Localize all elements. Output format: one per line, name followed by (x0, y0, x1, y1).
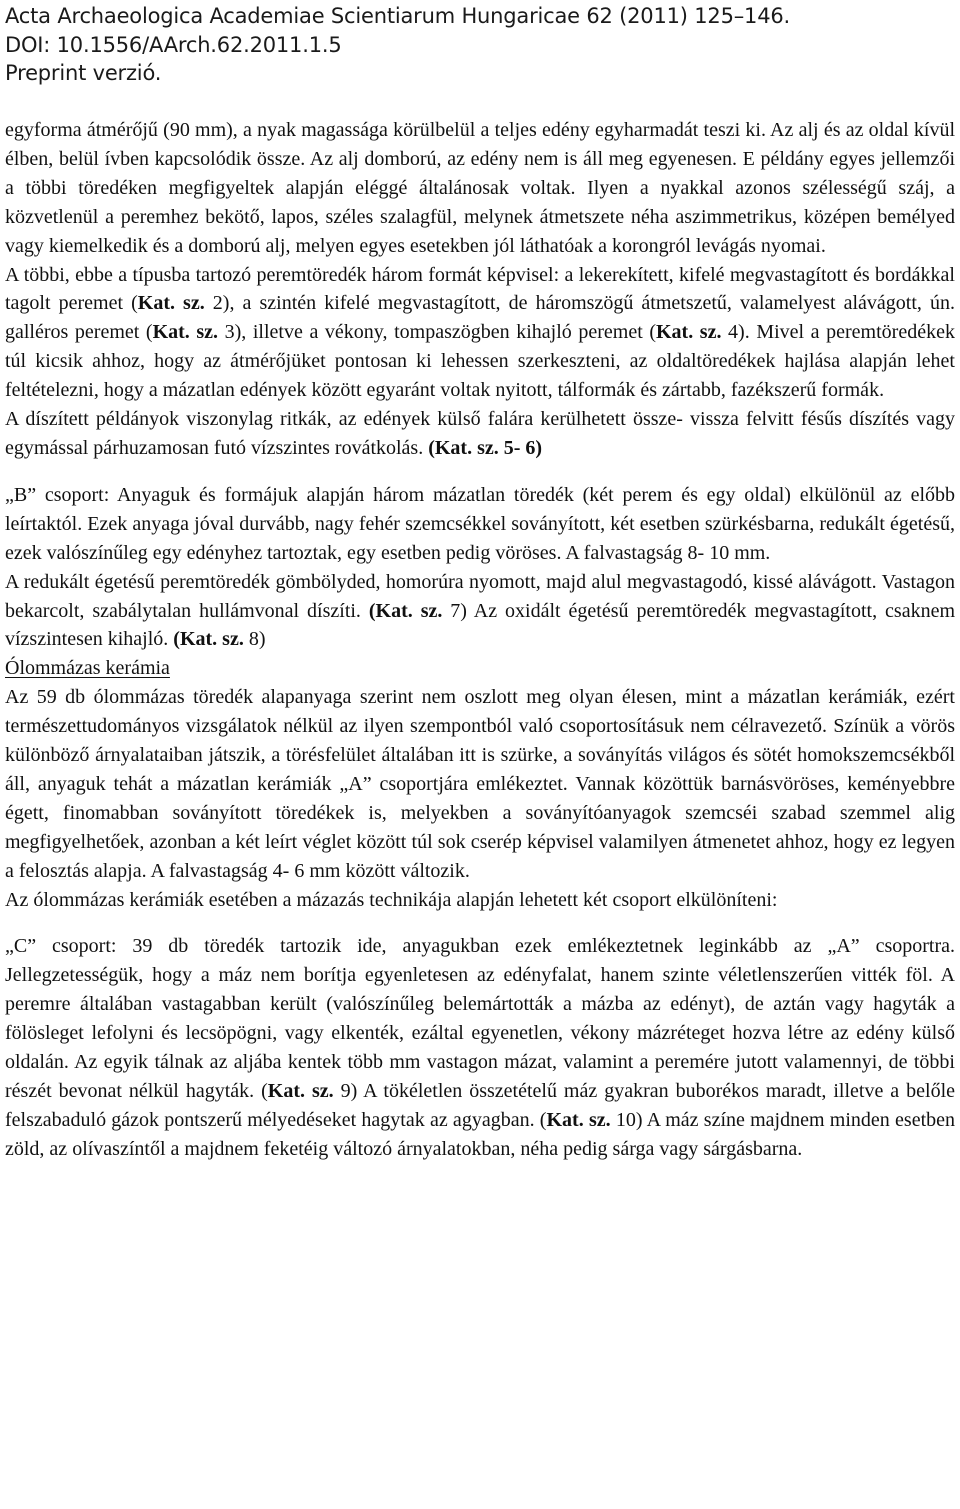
paragraph-group-b: „B” csoport: Anyaguk és formájuk alapján három mázatlan töredék (két perem és egy oldal) elkülönül az előbb leírtaktól. Ezek anyaga jóval durvább, nagy fehér szemcsékkel soványított, két esetben szürkésbarna, redukált égetésű, ezek valószínűleg egy edényhez tartoztak, egy esetben pedig vöröses. A falvastagság 8- 10 mm. (5, 483, 955, 564)
paragraph-decorated (5, 405, 955, 463)
paragraph-vessel-features: egyforma átmérőjű (90 mm), a nyak magassága körülbelül a teljes edény egyharmadát teszi ki. Az alj és az oldal kívül élben, belül ívben kapcsolódik össze. Az alj domború, az edény nem is áll meg egyenesen. E példány egyes jellemzői a többi töredéken megfigyeltek alapján eléggé általánosak voltak. Ilyen a nyakkal azonos szélességű száj, a közvetlenül a peremhez bekötő, lapos, széles szalagfül, melynek átmetszete néha aszimmetrikus, középen bemélyed vagy kiemelkedik és a domború alj, melyen egyes esetekben jól láthatóak a korongról levágás nyomai. (5, 119, 955, 257)
section-heading: Ólommázas kerámia (5, 657, 170, 680)
catalog-ref: Kat. sz. (137, 292, 205, 315)
text-run: „C” csoport: 39 db töredék tartozik ide, anyagukban ezek emlékeztetnek leginkább az „A” csoportra. Jellegzetességük, hogy a máz nem borítja egyenletesen az edényfalat, hanem szinte véletlenszerűen vitték föl. A peremre általában vastagabban került (valószínűleg belemártották a mázba az edényt), de aztán vagy hagyták a fölösleget lefolyni és lecsöpögni, vagy elkenték, ezáltal egyenetlen, vékony mázréteget hozva létre az edény külső oldalán. Az egyik tálnak az aljába kentek több mm vastagon mázat, valamint a peremére jutott valamennyi, de többi részét bevonat nélkül hagyták. ( (5, 935, 955, 1102)
paragraph-glazing-technique: Az ólommázas kerámiák esetében a mázazás technikája alapján lehetett két csoport elkülöníteni: (5, 888, 778, 911)
catalog-ref: Kat. sz. (152, 321, 219, 344)
paragraph-rim-fragments (5, 261, 955, 406)
journal-citation: Acta Archaeologica Academiae Scientiarum Hungaricae 62 (2011) 125–146. (5, 4, 790, 28)
catalog-ref: (Kat. sz. (173, 628, 244, 651)
text-run: A redukált égetésű peremtöredék gömbölyded, homorúra nyomott, majd alul megvastagodó, kissé alávágott. Vastagon bekarcolt, szabálytalan hullámvonal díszíti. (5, 570, 955, 622)
article-body (5, 116, 955, 1164)
text-run: 3), illetve a vékony, tompaszögben kihajló peremet ( (218, 321, 656, 344)
catalog-ref: Kat. sz. (656, 321, 722, 344)
doi-line: DOI: 10.1556/AArch.62.2011.1.5 (5, 32, 342, 57)
catalog-ref: Kat. sz. (546, 1108, 611, 1131)
text-run: 9) A tökéletlen összetételű máz gyakran buborékos maradt, illetve a belőle felszabaduló gázok pontszerű mélyedéseket hagytak az agyagban. ( (5, 1080, 955, 1131)
paragraph-group-c (5, 932, 955, 1163)
catalog-ref: Kat. sz. (267, 1080, 334, 1102)
text-run: 2), a szintén kifelé megvastagított, de háromszögű átmetszetű, valamelyest alávágott, ún. galléros peremet ( (5, 292, 955, 344)
paragraph-lead-glazed: Az 59 db ólommázas töredék alapanyaga szerint nem oszlott meg olyan élesen, mint a mázatlan kerámiák, ezért természettudományos vizsgálatok nélkül az ilyen szempontból való csoportosításuk nem célravezető. Színük a vörös különböző árnyalataiban játszik, a törésfelület általában itt is szürke, a soványítás világos és sötét homokszemcsékből áll, anyaguk tehát a mázatlan kerámiák „A” csoportjára emlékeztet. Vannak közöttük barnásvöröses, keményebbre égett, finomabban soványított töredékek is, melyekben a soványítóanyagok szemcséi szabad szemmel alig megfigyelhetőek, azonban a két leírt véglet között túl sok cserép képvisel valamilyen átmenetet ahhoz, hogy ez legyen a felosztás alapja. A falvastagság 4- 6 mm között változik. (5, 686, 955, 882)
text-run: 4). Mivel a peremtöredékek túl kicsik ahhoz, hogy az átmérőjüket pontosan ki lehessen szerkeszteni, az oldaltöredékek hajlása alapján lehet feltételezni, hogy a mázatlan edények között egyaránt voltak nyitott, tálformák és zártabb, fazékszerű formák. (5, 321, 955, 402)
text-run: 10) A máz színe majdnem minden esetben zöld, az olívaszíntől a majdnem feketéig változó árnyalatokban, néha pedig sárga vagy sárgásbarna. (5, 1108, 956, 1160)
text-run: A többi, ebbe a típusba tartozó peremtöredék három formát képvisel: a lekerekített, kifelé megvastagított és bordákkal tagolt peremet ( (5, 263, 955, 315)
catalog-ref: (Kat. sz. (368, 599, 443, 622)
paragraph-reduced-firing (5, 568, 955, 655)
text-run: 7) Az oxidált égetésű peremtöredék megvastagított, csaknem vízszintesen kihajló. (5, 599, 956, 651)
text-run: 8) (243, 628, 266, 651)
page-header (5, 2, 955, 88)
text-run: A díszített példányok viszonylag ritkák, az edények külső falára kerülhetett össze- vissza felvitt fésűs díszítés vagy egymással párhuzamosan futó vízszintes rovátkolás. (5, 408, 955, 459)
preprint-note: Preprint verzió. (5, 61, 162, 85)
catalog-ref: (Kat. sz. 5- 6) (428, 436, 543, 459)
